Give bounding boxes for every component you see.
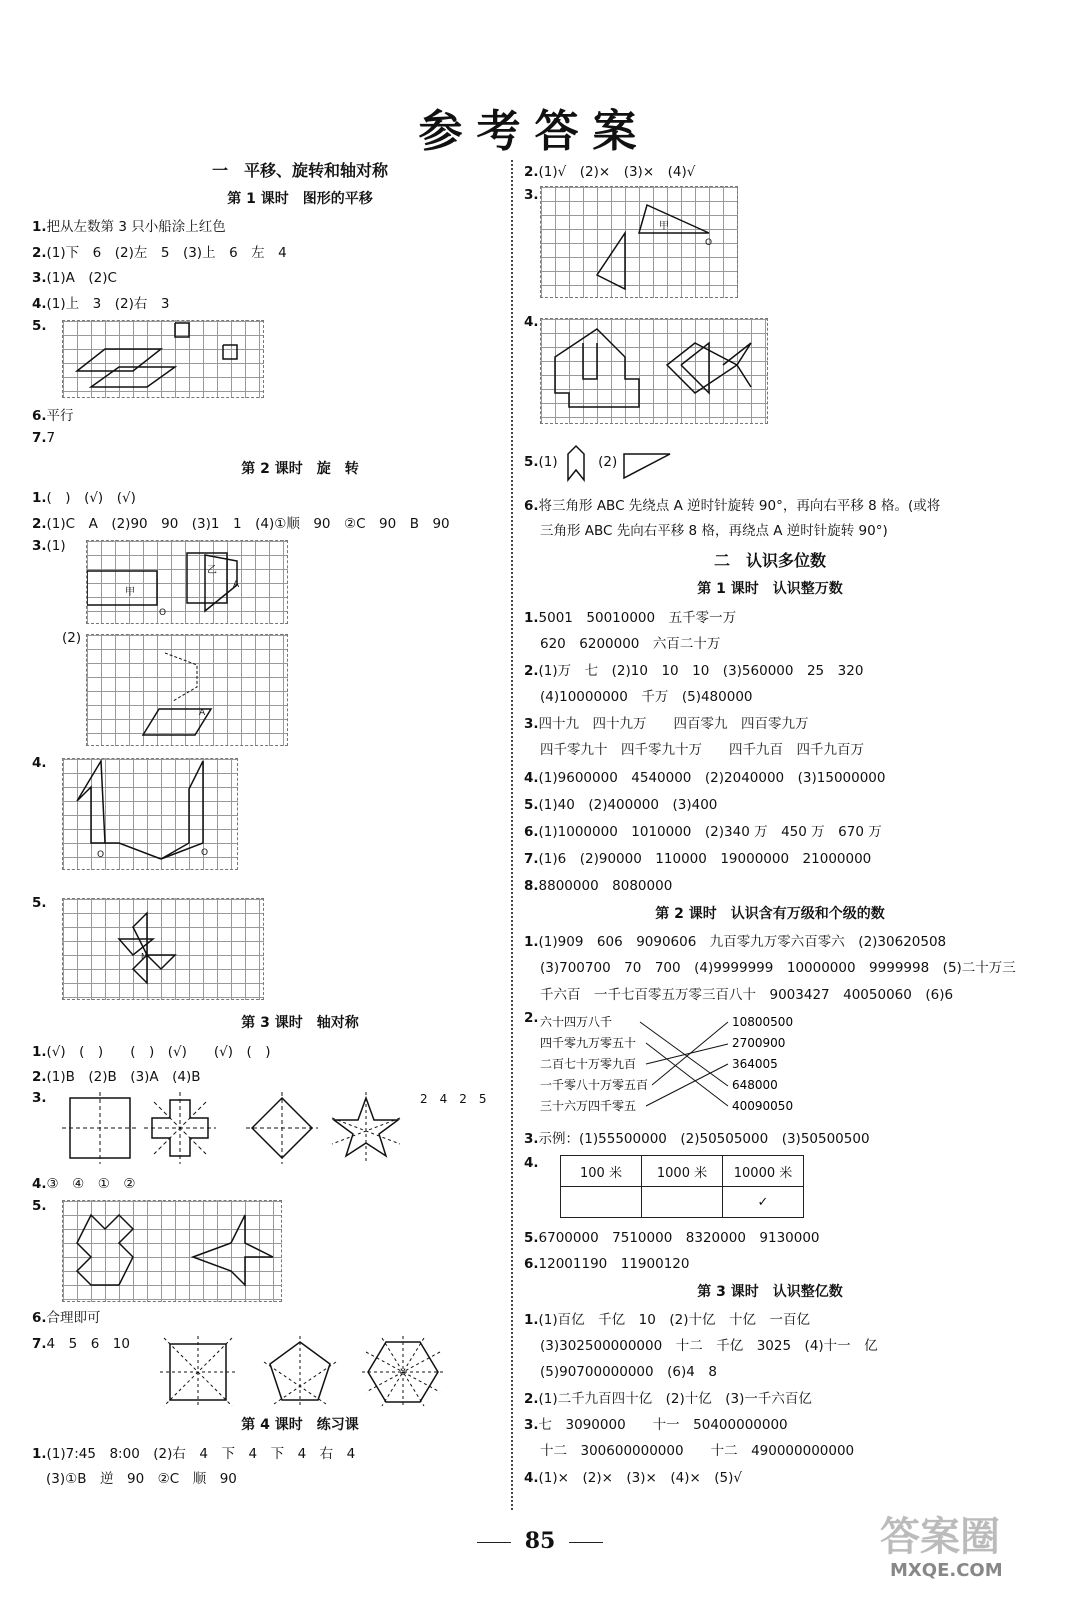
- answer-line: 1.(1)7:45 8:00 (2)右 4 下 4 下 4 右 4: [32, 1446, 356, 1462]
- grid-figure-windmill: [62, 898, 264, 1000]
- svg-text:O: O: [705, 238, 713, 248]
- answer-line: (3)①B 逆 90 ②C 顺 90: [46, 1471, 237, 1487]
- answer-shapes-5: [560, 444, 680, 484]
- answer-line: 四千零九十 四千零九十万 四千九百 四千九百万: [540, 742, 864, 758]
- page-number: 85: [440, 1528, 640, 1554]
- grid-figure-translate: [62, 320, 264, 398]
- answer-line: 千六百 一千七百零五万零三百八十 9003427 40050060 (6)6: [540, 987, 954, 1003]
- answer-line: 4.(1)× (2)× (3)× (4)× (5)√: [524, 1470, 742, 1486]
- answer-line: (3)700700 70 700 (4)9999999 10000000 9999998 (5)二十万三: [540, 960, 1016, 976]
- match-left-item: 三十六万四千零五: [540, 1099, 637, 1113]
- table-cell: [642, 1187, 723, 1218]
- matching-diagram: [536, 1010, 806, 1120]
- match-left-item: 二百七十万零九百: [540, 1057, 637, 1071]
- section-heading-2: 二 认识多位数: [713, 551, 826, 570]
- page-title: 参考答案: [418, 106, 651, 157]
- answer-line: (2): [62, 630, 82, 646]
- answer-line: 4.(1)上 3 (2)右 3: [32, 296, 170, 312]
- lesson-heading-2-2: 第 2 课时 认识含有万级和个级的数: [655, 906, 885, 922]
- section-heading-1: 一 平移、旋转和轴对称: [211, 161, 388, 180]
- answer-line: 5.(1)40 (2)400000 (3)400: [524, 797, 718, 813]
- answer-line: 7.7: [32, 430, 56, 446]
- answer-line: 2.(1)√ (2)× (3)× (4)√: [524, 164, 696, 180]
- answer-line: 8.8800000 8080000: [524, 878, 673, 894]
- match-left-item: 一千零八十万零五百: [540, 1078, 649, 1092]
- lesson-heading-1-1: 第 1 课时 图形的平移: [227, 191, 373, 207]
- svg-text:M: M: [141, 952, 148, 961]
- answer-line: 5.: [32, 895, 47, 911]
- grid-figure-triangle-rotate: [540, 186, 738, 298]
- answer-line: 1.(√) ( ) ( ) (√) (√) ( ): [32, 1044, 271, 1060]
- answer-line: (3)302500000000 十二 千亿 3025 (4)十一 亿: [540, 1338, 878, 1354]
- answer-line: (5)90700000000 (6)4 8: [540, 1364, 717, 1380]
- answer-line: 三角形 ABC 先向右平移 8 格，再绕点 A 逆时针旋转 90°): [540, 523, 888, 539]
- match-right-item: 40090050: [732, 1099, 794, 1113]
- distance-table: [560, 1155, 804, 1218]
- svg-text:O: O: [159, 608, 167, 618]
- svg-text:乙: 乙: [207, 565, 217, 576]
- answer-line: 620 6200000 六百二十万: [540, 636, 721, 652]
- answer-line: 2.(1)二千九百四十亿 (2)十亿 (3)一千六百亿: [524, 1391, 812, 1407]
- match-left-item: 六十四万八千: [540, 1015, 613, 1029]
- answer-line: 4.(1)9600000 4540000 (2)2040000 (3)15000000: [524, 770, 886, 786]
- match-right-item: 648000: [732, 1078, 778, 1092]
- match-right-item: 10800500: [732, 1015, 794, 1029]
- grid-figure-symmetric: [62, 1200, 282, 1302]
- grid-figure-fish-house: [540, 318, 768, 424]
- answer-line: 1.(1)百亿 千亿 10 (2)十亿 十亿 一百亿: [524, 1312, 810, 1328]
- svg-text:A: A: [199, 708, 206, 718]
- answer-line: 3.七 3090000 十一 50400000000: [524, 1417, 788, 1433]
- lesson-heading-2-3: 第 3 课时 认识整亿数: [697, 1284, 843, 1300]
- svg-text:甲: 甲: [659, 221, 669, 232]
- answer-line: 4.: [524, 1155, 539, 1171]
- column-divider: [511, 160, 513, 1510]
- answer-line: 6.(1)1000000 1010000 (2)340 万 450 万 670 万: [524, 824, 882, 840]
- answer-line: 5.(1) (2): [524, 454, 618, 470]
- answer-line: 1.(1)909 606 9090606 九百零九万零六百零六 (2)30620508: [524, 934, 947, 950]
- table-header-cell: 1000 米: [642, 1156, 723, 1187]
- answer-line: 7.(1)6 (2)90000 110000 19000000 21000000: [524, 851, 872, 867]
- answer-line: 3.示例：(1)55500000 (2)50505000 (3)50500500: [524, 1131, 870, 1147]
- answer-line: 3.: [32, 1090, 47, 1106]
- answer-line: 4.: [524, 314, 539, 330]
- grid-figure-rotate-2: [86, 634, 288, 746]
- answer-line: 十二 300600000000 十二 490000000000: [540, 1443, 855, 1459]
- answer-line: 3.(1)A (2)C: [32, 270, 117, 286]
- answer-line: 6.合理即可: [32, 1310, 101, 1326]
- answer-line: 3.四十九 四十九万 四百零九 四百零九万: [524, 716, 809, 732]
- answer-line: 1.5001 50010000 五千零一万: [524, 610, 737, 626]
- table-cell: [561, 1187, 642, 1218]
- match-right-item: 364005: [732, 1057, 778, 1071]
- watermark-logo: 答案圈: [880, 1513, 1000, 1560]
- answer-line: 4.③ ④ ① ②: [32, 1176, 136, 1192]
- svg-text:A: A: [233, 580, 240, 590]
- watermark-url: MXQE.COM: [890, 1560, 1003, 1581]
- lesson-heading-1-3: 第 3 课时 轴对称: [241, 1015, 359, 1031]
- answer-line: 6.平行: [32, 408, 74, 424]
- symmetry-axis-counts: 2 4 2 5: [420, 1092, 487, 1106]
- table-header-cell: 100 米: [561, 1156, 642, 1187]
- match-left-item: 四千零九万零五十: [540, 1036, 637, 1050]
- answer-line: 5.: [32, 318, 47, 334]
- match-right-item: 2700900: [732, 1036, 786, 1050]
- check-mark: ✓: [723, 1187, 804, 1218]
- lesson-heading-2-1: 第 1 课时 认识整万数: [697, 581, 843, 597]
- svg-text:O: O: [97, 850, 105, 860]
- answer-line: 2.(1)C A (2)90 90 (3)1 1 (4)①顺 90 ②C 90 B 90: [32, 516, 450, 532]
- answer-line: 2.: [524, 1010, 539, 1026]
- answer-line: 4.: [32, 755, 47, 771]
- regular-polygons-axes: [160, 1336, 460, 1408]
- answer-line: 1.( ) (√) (√): [32, 490, 136, 506]
- answer-line: 6.12001190 11900120: [524, 1256, 690, 1272]
- svg-text:甲: 甲: [125, 587, 135, 598]
- table-header-cell: 10000 米: [723, 1156, 804, 1187]
- svg-text:O: O: [201, 848, 209, 858]
- answer-line: 5.: [32, 1198, 47, 1214]
- answer-line: 3.(1): [32, 538, 66, 554]
- grid-figure-rotate-3: [62, 758, 238, 870]
- answer-line: 1.把从左数第 3 只小船涂上红色: [32, 219, 226, 235]
- answer-line: 5.6700000 7510000 8320000 9130000: [524, 1230, 820, 1246]
- lesson-heading-1-2: 第 2 课时 旋 转: [241, 461, 359, 477]
- answer-line: 6.将三角形 ABC 先绕点 A 逆时针旋转 90°，再向右平移 8 格。(或将: [524, 498, 941, 514]
- answer-line: 3.: [524, 187, 539, 203]
- lesson-heading-1-4: 第 4 课时 练习课: [241, 1417, 359, 1433]
- answer-line: 2.(1)B (2)B (3)A (4)B: [32, 1069, 201, 1085]
- answer-line: (4)10000000 千万 (5)480000: [540, 689, 753, 705]
- symmetry-shapes: [62, 1092, 422, 1166]
- grid-figure-rotate-1: [86, 540, 288, 624]
- answer-line: 2.(1)下 6 (2)左 5 (3)上 6 左 4: [32, 245, 287, 261]
- answer-line: 2.(1)万 七 (2)10 10 10 (3)560000 25 320: [524, 663, 864, 679]
- answer-line: 7.4 5 6 10: [32, 1336, 130, 1352]
